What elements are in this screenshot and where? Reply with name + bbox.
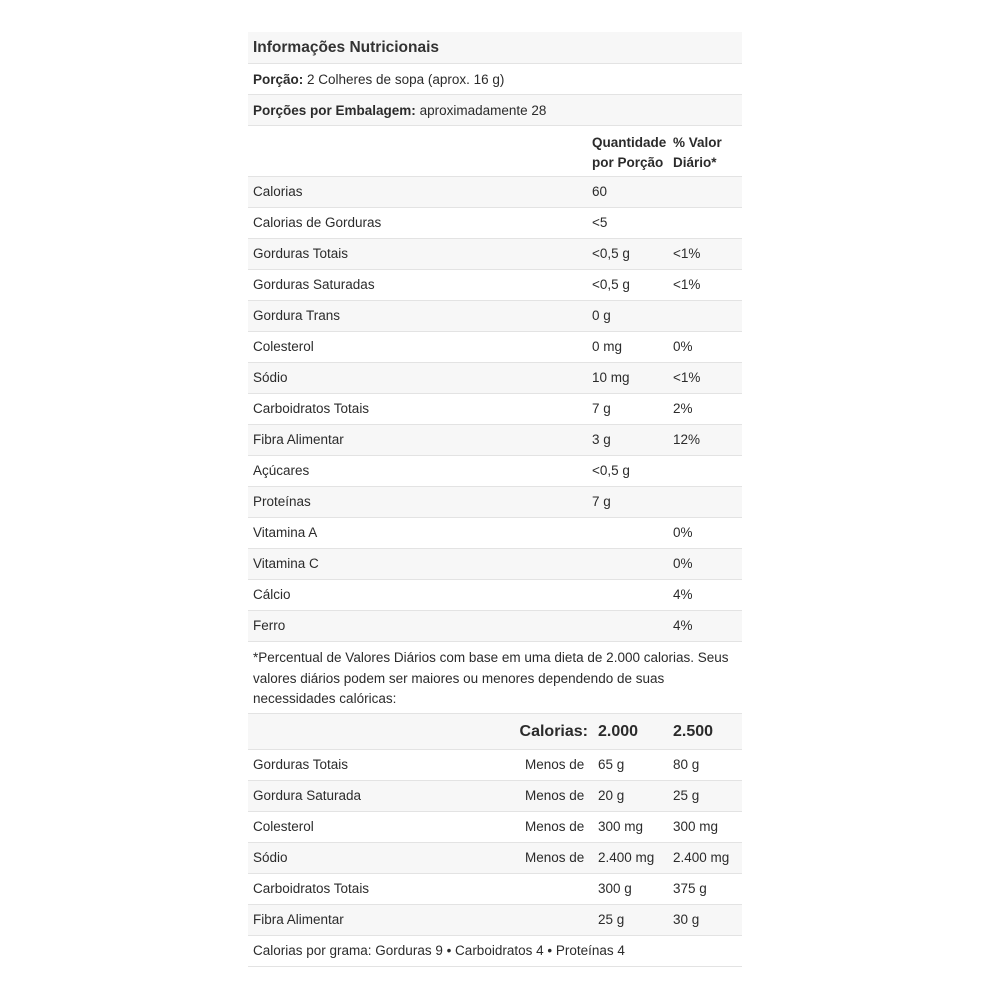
reference-name: Gorduras Totais xyxy=(253,757,349,772)
nutrient-daily-value: <1% xyxy=(673,277,701,292)
nutrient-daily-value: 12% xyxy=(673,432,701,447)
nutrient-daily-value: <1% xyxy=(673,246,701,261)
table-row xyxy=(248,332,742,363)
table-row xyxy=(248,456,742,487)
nutrient-name: Gorduras Saturadas xyxy=(253,277,375,292)
nutrient-daily-value: <1% xyxy=(673,370,701,385)
servings-row xyxy=(248,95,742,126)
reference-limit: Menos de xyxy=(525,850,585,865)
reference-name: Carboidratos Totais xyxy=(253,881,370,896)
nutrient-name: Gordura Trans xyxy=(253,308,341,323)
reference-2500: 375 g xyxy=(673,881,707,896)
reference-2000: 65 g xyxy=(598,757,625,772)
column-header-row xyxy=(248,126,742,177)
table-row xyxy=(248,270,742,301)
portion-value: 2 Colheres de sopa (aprox. 16 g) xyxy=(303,72,505,87)
reference-name: Fibra Alimentar xyxy=(253,912,344,927)
table-row xyxy=(248,518,742,549)
reference-2000: 2.400 mg xyxy=(598,850,655,865)
nutrient-name: Colesterol xyxy=(253,339,314,354)
nutrient-name: Fibra Alimentar xyxy=(253,432,344,447)
nutrient-name: Gorduras Totais xyxy=(253,246,349,261)
calories-2000: 2.000 xyxy=(598,723,639,740)
table-row xyxy=(248,301,742,332)
nutrient-list xyxy=(248,177,742,642)
calories-per-gram: Calorias por grama: Gorduras 9 • Carboidratos 4 • Proteínas 4 xyxy=(248,936,742,967)
table-row xyxy=(248,812,742,843)
table-row xyxy=(248,580,742,611)
table-row xyxy=(248,363,742,394)
nutrient-quantity: <5 xyxy=(592,215,608,230)
table-row xyxy=(248,394,742,425)
nutrient-daily-value: 2% xyxy=(673,401,693,416)
quantity-header: Quantidade por Porção xyxy=(592,135,667,170)
table-row xyxy=(248,905,742,936)
servings-value: aproximadamente 28 xyxy=(415,103,547,118)
nutrient-name: Sódio xyxy=(253,370,288,385)
table-row xyxy=(248,208,742,239)
reference-name: Colesterol xyxy=(253,819,314,834)
table-row xyxy=(248,239,742,270)
reference-limit: Menos de xyxy=(525,757,585,772)
nutrient-name: Açúcares xyxy=(253,463,310,478)
calories-2500: 2.500 xyxy=(673,723,714,740)
nutrient-quantity: <0,5 g xyxy=(592,277,630,292)
reference-limit: Menos de xyxy=(525,819,585,834)
reference-2500: 25 g xyxy=(673,788,700,803)
reference-2500: 30 g xyxy=(673,912,700,927)
table-row xyxy=(248,611,742,642)
nutrient-daily-value: 0% xyxy=(673,556,693,571)
nutrient-quantity: 0 g xyxy=(592,308,611,323)
reference-2000: 300 g xyxy=(598,881,632,896)
table-row xyxy=(248,843,742,874)
nutrient-daily-value: 0% xyxy=(673,339,693,354)
reference-name: Gordura Saturada xyxy=(253,788,362,803)
reference-2500: 300 mg xyxy=(673,819,719,834)
nutrient-quantity: 0 mg xyxy=(592,339,623,354)
daily-reference-header xyxy=(248,714,742,750)
reference-2000: 20 g xyxy=(598,788,625,803)
reference-limit: Menos de xyxy=(525,788,585,803)
nutrient-name: Vitamina C xyxy=(253,556,319,571)
nutrient-name: Calorias de Gorduras xyxy=(253,215,382,230)
reference-2000: 300 mg xyxy=(598,819,644,834)
nutrient-name: Calorias xyxy=(253,184,303,199)
daily-reference-list xyxy=(248,750,742,936)
nutrient-daily-value: 0% xyxy=(673,525,693,540)
portion-row xyxy=(248,64,742,95)
daily-value-header: % Valor Diário* xyxy=(673,135,722,170)
calories-label: Calorias: xyxy=(519,723,588,740)
nutrient-quantity: 3 g xyxy=(592,432,611,447)
servings-label: Porções por Embalagem: xyxy=(253,103,416,118)
table-row xyxy=(248,781,742,812)
table-row xyxy=(248,549,742,580)
nutrient-name: Carboidratos Totais xyxy=(253,401,370,416)
table-row xyxy=(248,425,742,456)
nutrient-quantity: <0,5 g xyxy=(592,246,630,261)
table-row xyxy=(248,487,742,518)
nutrient-quantity: 60 xyxy=(592,184,608,199)
nutrient-quantity: <0,5 g xyxy=(592,463,630,478)
nutrient-name: Cálcio xyxy=(253,587,291,602)
nutrition-facts-table xyxy=(248,32,742,967)
portion-label: Porção: xyxy=(253,72,304,87)
reference-name: Sódio xyxy=(253,850,288,865)
reference-2000: 25 g xyxy=(598,912,625,927)
nutrient-quantity: 7 g xyxy=(592,401,611,416)
nutrient-daily-value: 4% xyxy=(673,587,693,602)
nutrient-name: Ferro xyxy=(253,618,286,633)
table-row xyxy=(248,177,742,208)
table-row xyxy=(248,750,742,781)
daily-value-footnote: *Percentual de Valores Diários com base em uma dieta de 2.000 calorias. Seus valores diários podem ser maiores ou menores dependendo de suas necessidades calóricas: xyxy=(248,642,742,714)
table-row xyxy=(248,874,742,905)
reference-2500: 2.400 mg xyxy=(673,850,730,865)
nutrient-name: Proteínas xyxy=(253,494,311,509)
nutrient-quantity: 7 g xyxy=(592,494,611,509)
nutrient-daily-value: 4% xyxy=(673,618,693,633)
nutrient-name: Vitamina A xyxy=(253,525,318,540)
table-title: Informações Nutricionais xyxy=(248,32,742,64)
nutrient-quantity: 10 mg xyxy=(592,370,630,385)
reference-2500: 80 g xyxy=(673,757,700,772)
